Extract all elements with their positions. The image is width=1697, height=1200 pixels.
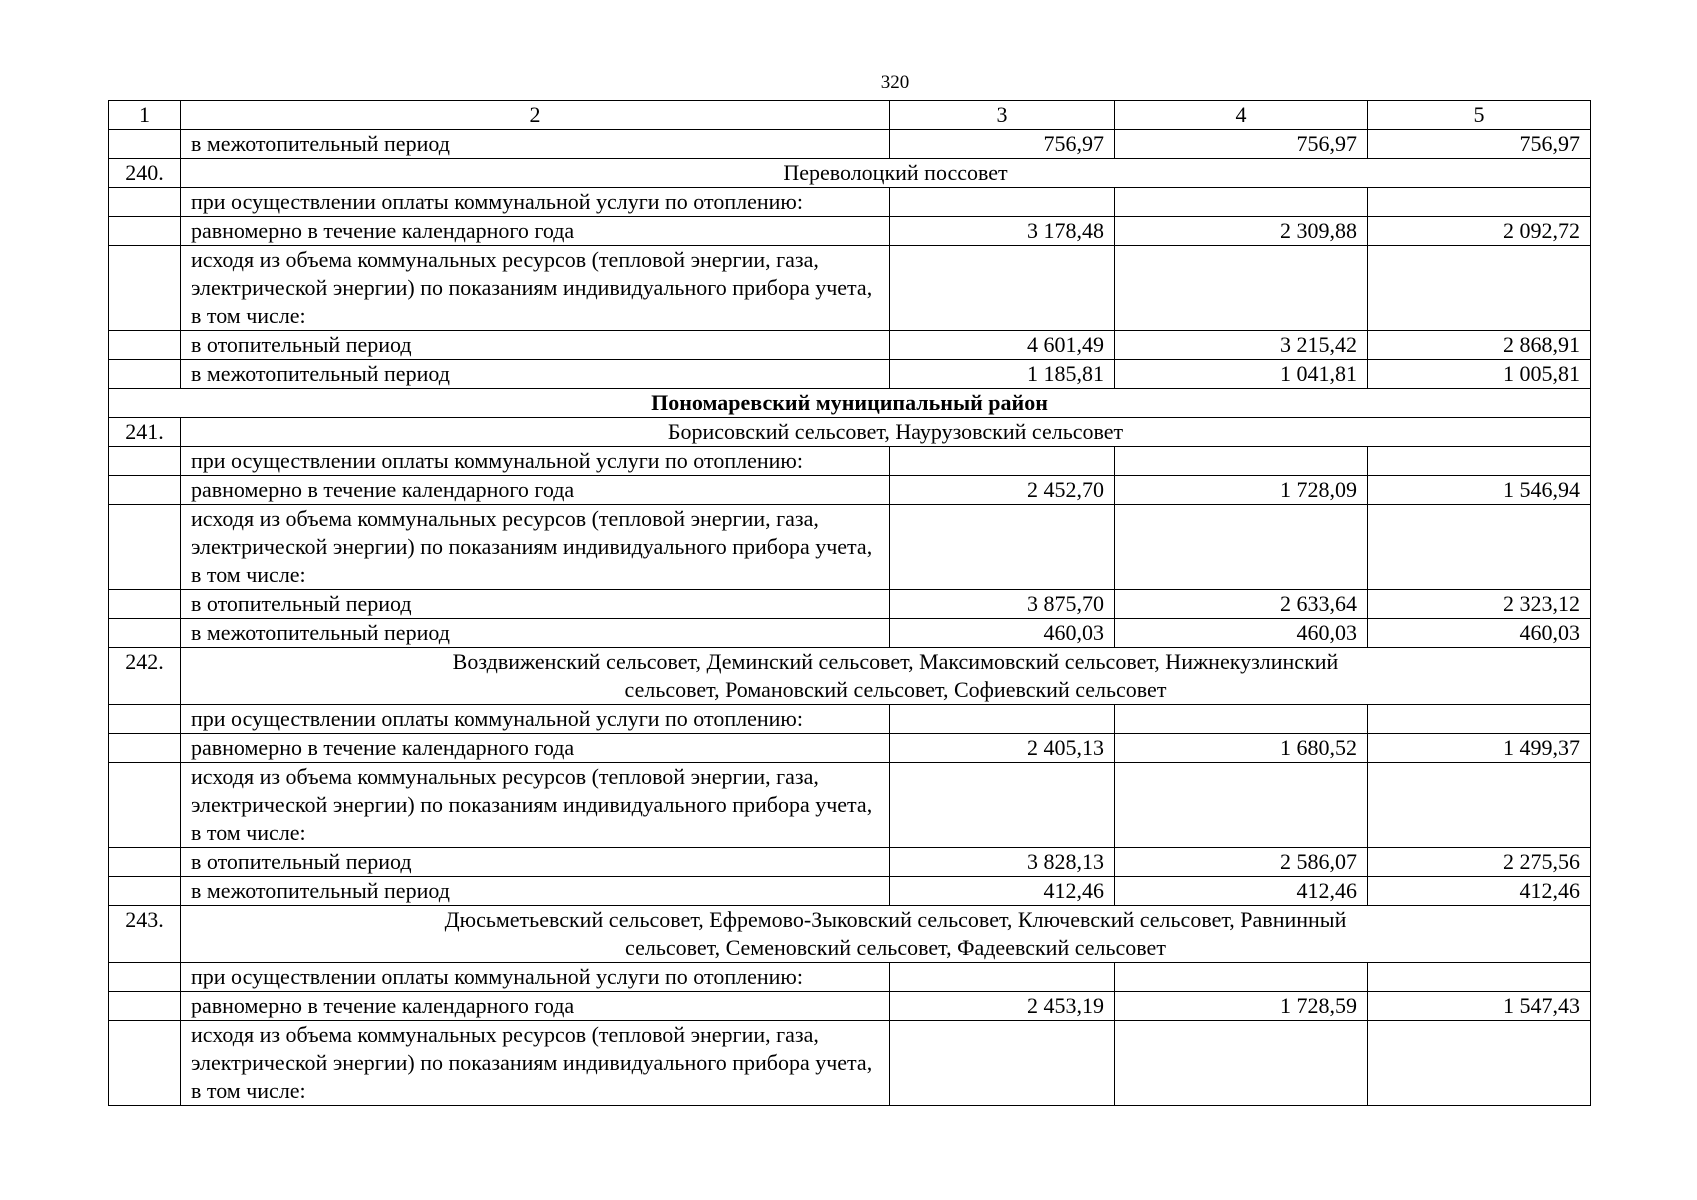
value-cell [890, 188, 1115, 217]
row-label-cell: в межотопительный период [181, 360, 890, 389]
settlement-group-row [109, 418, 1591, 447]
value-cell: 3 215,42 [1115, 331, 1368, 360]
row-label-cell: в отопительный период [181, 331, 890, 360]
row-label-cell: исходя из объема коммунальных ресурсов (тепловой энергии, газа, электрической энергии) по показаниям индивидуального прибора учета, в том числе: [181, 1021, 890, 1106]
row-label-cell: исходя из объема коммунальных ресурсов (тепловой энергии, газа, электрической энергии) по показаниям индивидуального прибора учета, в том числе: [181, 505, 890, 590]
settlement-group-row [109, 159, 1591, 188]
value-cell: 756,97 [1368, 130, 1591, 159]
value-cell [1368, 1021, 1591, 1106]
value-cell [890, 447, 1115, 476]
value-cell: 4 601,49 [890, 331, 1115, 360]
row-number-cell [109, 447, 181, 476]
value-cell: 1 728,09 [1115, 476, 1368, 505]
row-number-cell: 241. [109, 418, 181, 447]
row-label-cell: равномерно в течение календарного года [181, 217, 890, 246]
value-cell [1368, 763, 1591, 848]
row-number-cell [109, 130, 181, 159]
header-cell: 1 [109, 101, 181, 130]
table-row [109, 734, 1591, 763]
value-cell: 3 178,48 [890, 217, 1115, 246]
value-cell: 2 092,72 [1368, 217, 1591, 246]
row-number-cell [109, 763, 181, 848]
value-cell [1115, 963, 1368, 992]
row-number-cell [109, 877, 181, 906]
header-cell: 3 [890, 101, 1115, 130]
row-number-cell [109, 217, 181, 246]
row-number-cell: 243. [109, 906, 181, 963]
row-number-cell [109, 188, 181, 217]
row-label-cell: в межотопительный период [181, 619, 890, 648]
table-row [109, 331, 1591, 360]
value-cell: 412,46 [890, 877, 1115, 906]
value-cell [890, 763, 1115, 848]
settlement-group-title: Переволоцкий поссовет [181, 159, 1591, 188]
table-row [109, 505, 1591, 590]
value-cell: 1 728,59 [1115, 992, 1368, 1021]
table-row [109, 705, 1591, 734]
settlement-group-title: Борисовский сельсовет, Наурузовский сельсовет [181, 418, 1591, 447]
tariff-table [108, 100, 1591, 1106]
value-cell [1368, 963, 1591, 992]
row-number-cell [109, 331, 181, 360]
value-cell [1115, 188, 1368, 217]
table-row [109, 1021, 1591, 1106]
value-cell [1115, 447, 1368, 476]
value-cell [1115, 246, 1368, 331]
table-row [109, 447, 1591, 476]
value-cell: 2 868,91 [1368, 331, 1591, 360]
row-label-cell: в межотопительный период [181, 877, 890, 906]
value-cell: 2 452,70 [890, 476, 1115, 505]
value-cell: 756,97 [1115, 130, 1368, 159]
row-number-cell [109, 705, 181, 734]
value-cell [1115, 705, 1368, 734]
settlement-group-title: Воздвиженский сельсовет, Деминский сельсовет, Максимовский сельсовет, Нижнекузлинский сельсовет, Романовский сельсовет, Софиевский сельсовет [181, 648, 1591, 705]
row-label-cell: в отопительный период [181, 590, 890, 619]
value-cell [1368, 505, 1591, 590]
value-cell: 3 875,70 [890, 590, 1115, 619]
value-cell: 2 453,19 [890, 992, 1115, 1021]
value-cell [890, 505, 1115, 590]
row-number-cell [109, 505, 181, 590]
table-row [109, 763, 1591, 848]
value-cell: 2 405,13 [890, 734, 1115, 763]
value-cell: 2 586,07 [1115, 848, 1368, 877]
value-cell [890, 246, 1115, 331]
value-cell: 2 275,56 [1368, 848, 1591, 877]
value-cell: 1 041,81 [1115, 360, 1368, 389]
district-heading-row [109, 389, 1591, 418]
row-label-cell: при осуществлении оплаты коммунальной услуги по отоплению: [181, 447, 890, 476]
value-cell: 2 323,12 [1368, 590, 1591, 619]
value-cell: 1 546,94 [1368, 476, 1591, 505]
value-cell [1115, 763, 1368, 848]
district-heading: Пономаревский муниципальный район [109, 389, 1591, 418]
row-label-cell: при осуществлении оплаты коммунальной услуги по отоплению: [181, 963, 890, 992]
settlement-group-title: Дюсьметьевский сельсовет, Ефремово-Зыковский сельсовет, Ключевский сельсовет, Равнинный сельсовет, Семеновский сельсовет, Фадеевский сельсовет [181, 906, 1591, 963]
row-label-cell: в межотопительный период [181, 130, 890, 159]
value-cell: 2 309,88 [1115, 217, 1368, 246]
row-number-cell [109, 360, 181, 389]
row-number-cell [109, 848, 181, 877]
value-cell [1115, 1021, 1368, 1106]
value-cell: 460,03 [890, 619, 1115, 648]
settlement-group-row [109, 648, 1591, 705]
row-label-cell: при осуществлении оплаты коммунальной услуги по отоплению: [181, 188, 890, 217]
row-label-cell: равномерно в течение календарного года [181, 476, 890, 505]
row-number-cell [109, 619, 181, 648]
table-row [109, 246, 1591, 331]
row-number-cell [109, 476, 181, 505]
table-row [109, 130, 1591, 159]
row-number-cell: 242. [109, 648, 181, 705]
table-header-row [109, 101, 1591, 130]
table-row [109, 619, 1591, 648]
row-number-cell [109, 992, 181, 1021]
row-label-cell: равномерно в течение календарного года [181, 734, 890, 763]
value-cell: 756,97 [890, 130, 1115, 159]
settlement-group-row [109, 906, 1591, 963]
table-row [109, 360, 1591, 389]
row-label-cell: при осуществлении оплаты коммунальной услуги по отоплению: [181, 705, 890, 734]
value-cell [1368, 705, 1591, 734]
row-number-cell [109, 1021, 181, 1106]
row-number-cell: 240. [109, 159, 181, 188]
value-cell [1368, 188, 1591, 217]
row-number-cell [109, 734, 181, 763]
value-cell: 1 499,37 [1368, 734, 1591, 763]
value-cell: 460,03 [1115, 619, 1368, 648]
header-cell: 5 [1368, 101, 1591, 130]
row-label-cell: исходя из объема коммунальных ресурсов (тепловой энергии, газа, электрической энергии) по показаниям индивидуального прибора учета, в том числе: [181, 763, 890, 848]
page-number: 320 [880, 72, 910, 93]
table-row [109, 963, 1591, 992]
row-number-cell [109, 590, 181, 619]
header-cell: 4 [1115, 101, 1368, 130]
value-cell: 3 828,13 [890, 848, 1115, 877]
row-label-cell: равномерно в течение календарного года [181, 992, 890, 1021]
row-label-cell: исходя из объема коммунальных ресурсов (тепловой энергии, газа, электрической энергии) по показаниям индивидуального прибора учета, в том числе: [181, 246, 890, 331]
table-row [109, 476, 1591, 505]
table-row [109, 590, 1591, 619]
value-cell: 2 633,64 [1115, 590, 1368, 619]
value-cell [890, 963, 1115, 992]
value-cell: 412,46 [1368, 877, 1591, 906]
value-cell: 1 680,52 [1115, 734, 1368, 763]
value-cell [1368, 447, 1591, 476]
value-cell [890, 1021, 1115, 1106]
value-cell: 460,03 [1368, 619, 1591, 648]
row-number-cell [109, 963, 181, 992]
value-cell [1368, 246, 1591, 331]
table-row [109, 848, 1591, 877]
value-cell: 412,46 [1115, 877, 1368, 906]
value-cell [890, 705, 1115, 734]
value-cell [1115, 505, 1368, 590]
value-cell: 1 547,43 [1368, 992, 1591, 1021]
value-cell: 1 005,81 [1368, 360, 1591, 389]
table-row [109, 877, 1591, 906]
table-row [109, 188, 1591, 217]
table-row [109, 217, 1591, 246]
header-cell: 2 [181, 101, 890, 130]
row-number-cell [109, 246, 181, 331]
table-row [109, 992, 1591, 1021]
value-cell: 1 185,81 [890, 360, 1115, 389]
row-label-cell: в отопительный период [181, 848, 890, 877]
